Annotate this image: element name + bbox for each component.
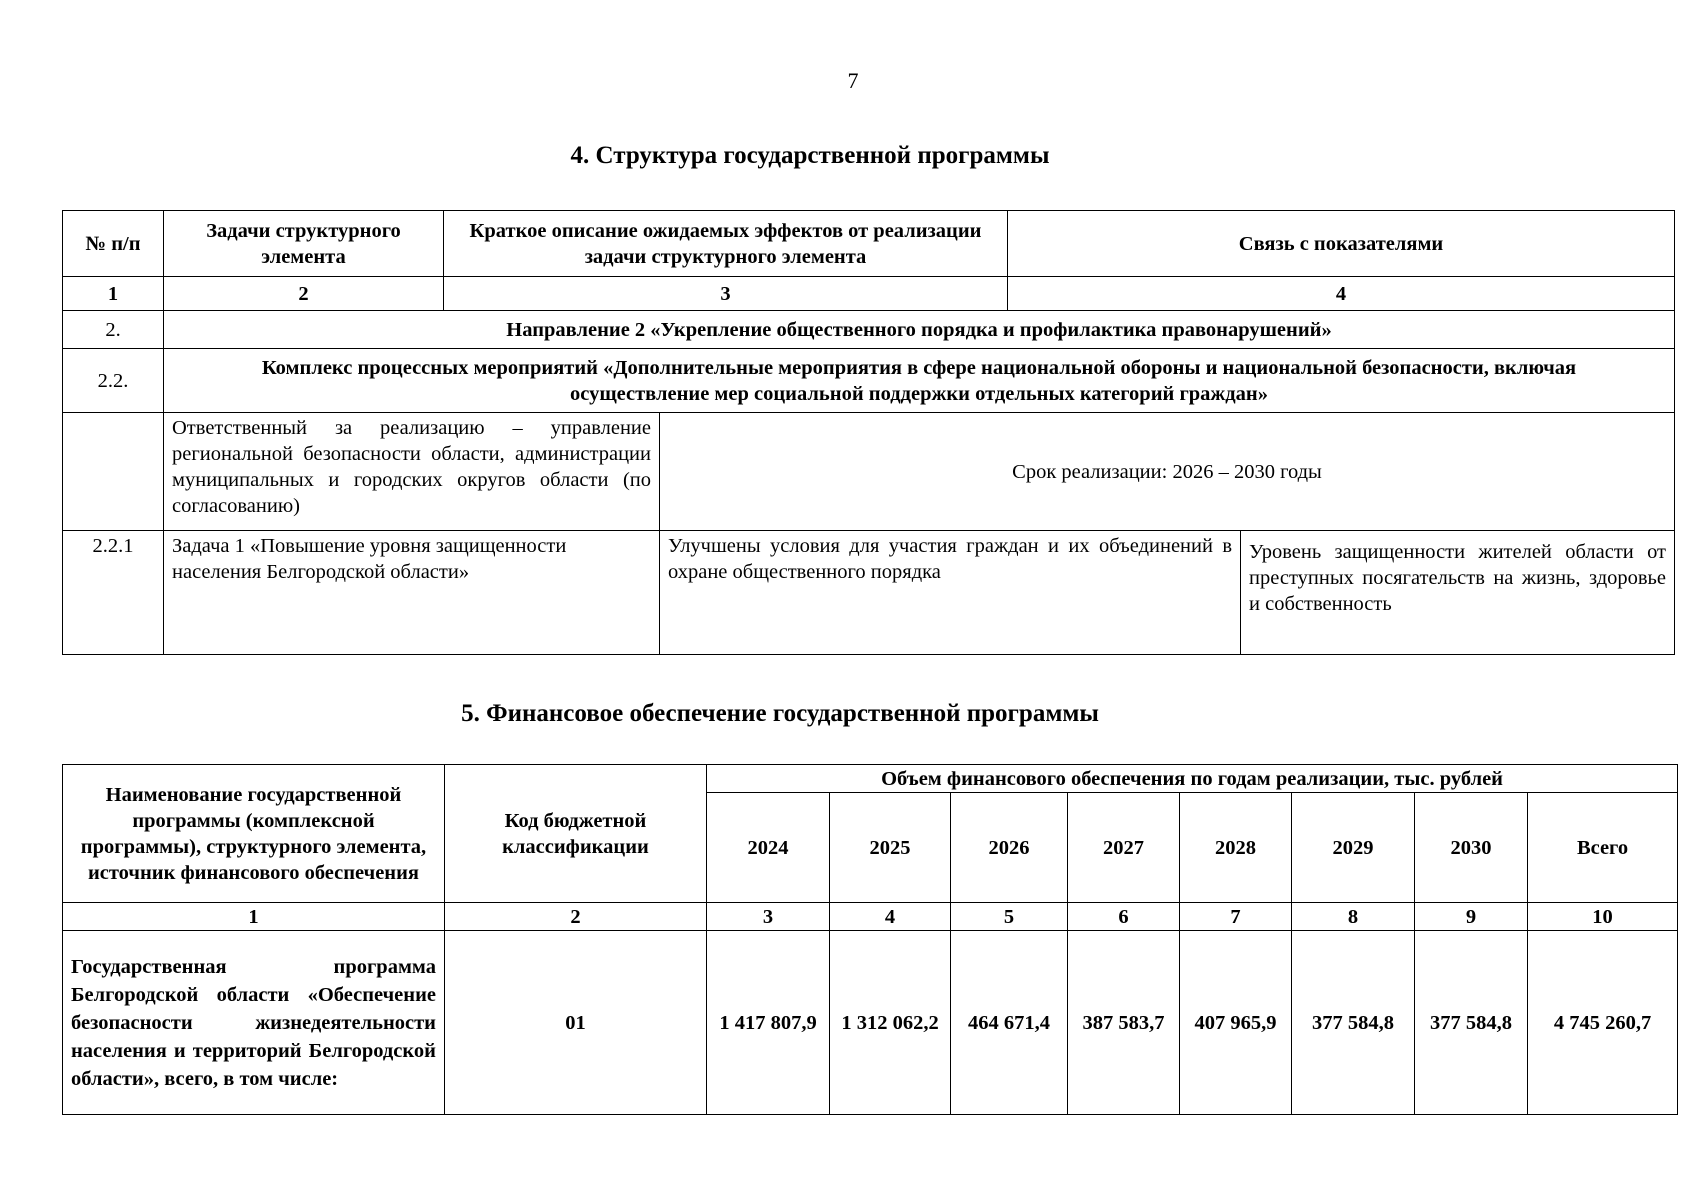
task-effect: Улучшены условия для участия граждан и их объединений в охране общественного порядка xyxy=(660,531,1241,655)
col-number: 4 xyxy=(1008,277,1675,311)
col-number: 7 xyxy=(1180,903,1292,931)
col-number: 1 xyxy=(63,903,445,931)
header-year: 2029 xyxy=(1292,793,1415,903)
header-tasks: Задачи структурного элемента xyxy=(164,211,444,277)
header-year: 2025 xyxy=(830,793,951,903)
header-total: Всего xyxy=(1528,793,1678,903)
section-5-title: 5. Финансовое обеспечение государственной программы xyxy=(461,700,1099,727)
header-effects: Краткое описание ожидаемых эффектов от реализации задачи структурного элемента xyxy=(444,211,1008,277)
value-2024: 1 417 807,9 xyxy=(707,931,830,1115)
header-num: № п/п xyxy=(63,211,164,277)
header-year: 2028 xyxy=(1180,793,1292,903)
complex-text: Комплекс процессных мероприятий «Дополнительные мероприятия в сфере национальной обороны и национальной безопасности, включая осуществление мер социальной поддержки отдельных категорий граждан» xyxy=(164,349,1675,413)
col-number: 8 xyxy=(1292,903,1415,931)
col-number: 10 xyxy=(1528,903,1678,931)
direction-text: Направление 2 «Укрепление общественного порядка и профилактика правонарушений» xyxy=(164,311,1675,349)
col-number: 3 xyxy=(444,277,1008,311)
term-text: Срок реализации: 2026 – 2030 годы xyxy=(660,413,1675,531)
col-number: 3 xyxy=(707,903,830,931)
responsible-num-empty xyxy=(63,413,164,531)
complex-num: 2.2. xyxy=(63,349,164,413)
header-volume: Объем финансового обеспечения по годам реализации, тыс. рублей xyxy=(707,765,1678,793)
col-number: 9 xyxy=(1415,903,1528,931)
header-year: 2026 xyxy=(951,793,1068,903)
structure-table xyxy=(62,210,1675,655)
header-year: 2030 xyxy=(1415,793,1528,903)
header-year: 2027 xyxy=(1068,793,1180,903)
task-num: 2.2.1 xyxy=(63,531,164,655)
value-total: 4 745 260,7 xyxy=(1528,931,1678,1115)
col-number: 6 xyxy=(1068,903,1180,931)
responsible-text: Ответственный за реализацию – управление региональной безопасности области, администрации муниципальных и городских округов области (по согласованию) xyxy=(164,413,660,531)
header-year: 2024 xyxy=(707,793,830,903)
section-4-title: 4. Структура государственной программы xyxy=(570,142,1050,169)
col-number: 1 xyxy=(63,277,164,311)
value-2025: 1 312 062,2 xyxy=(830,931,951,1115)
program-name: Государственная программа Белгородской области «Обеспечение безопасности жизнедеятельности населения и территорий Белгородской области», всего, в том числе: xyxy=(63,931,445,1115)
value-2026: 464 671,4 xyxy=(951,931,1068,1115)
header-code: Код бюджетной классификации xyxy=(445,765,707,903)
col-number: 4 xyxy=(830,903,951,931)
value-2029: 377 584,8 xyxy=(1292,931,1415,1115)
value-2027: 387 583,7 xyxy=(1068,931,1180,1115)
header-name: Наименование государственной программы (комплексной программы), структурного элемента, источник финансового обеспечения xyxy=(63,765,445,903)
value-2028: 407 965,9 xyxy=(1180,931,1292,1115)
finance-table xyxy=(62,764,1678,1115)
direction-num: 2. xyxy=(63,311,164,349)
task-name: Задача 1 «Повышение уровня защищенности населения Белгородской области» xyxy=(164,531,660,655)
col-number: 2 xyxy=(445,903,707,931)
header-link: Связь с показателями xyxy=(1008,211,1675,277)
col-number: 5 xyxy=(951,903,1068,931)
task-indicator: Уровень защищенности жителей области от преступных посягательств на жизнь, здоровье и собственность xyxy=(1241,531,1675,655)
page-number: 7 xyxy=(847,68,859,93)
table-row xyxy=(63,931,1678,1115)
col-number: 2 xyxy=(164,277,444,311)
program-code: 01 xyxy=(445,931,707,1115)
value-2030: 377 584,8 xyxy=(1415,931,1528,1115)
